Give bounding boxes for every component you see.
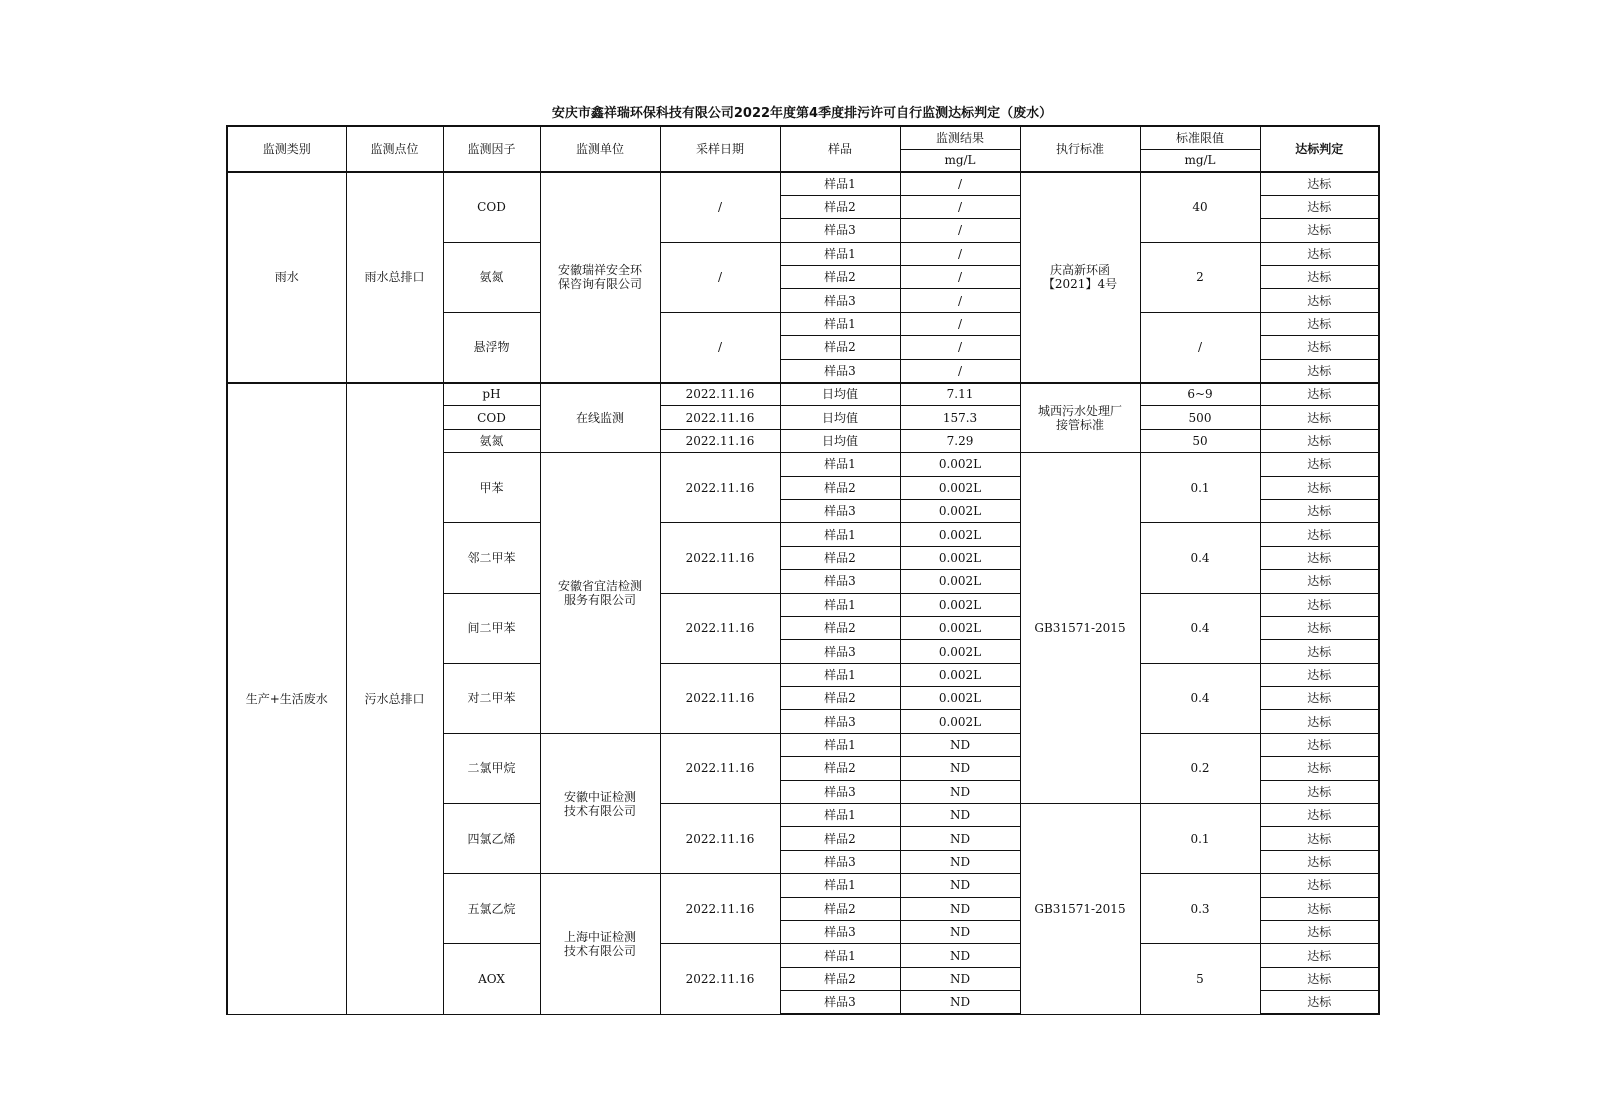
- date-cell: 2022.11.16: [660, 523, 780, 593]
- result-cell: 0.002L: [900, 663, 1020, 686]
- header-result: 监测结果: [900, 126, 1020, 149]
- date-cell: 2022.11.16: [660, 429, 780, 452]
- factor-cell: COD: [443, 172, 540, 242]
- judgement-cell: 达标: [1260, 242, 1379, 265]
- judgement-cell: 达标: [1260, 476, 1379, 499]
- standard-cell: 城西污水处理厂 接管标准: [1020, 383, 1140, 453]
- sample-cell: 样品1: [780, 593, 900, 616]
- limit-cell: 6~9: [1140, 383, 1260, 406]
- result-cell: 0.002L: [900, 710, 1020, 733]
- judgement-cell: 达标: [1260, 757, 1379, 780]
- header-judgement: 达标判定: [1260, 126, 1379, 172]
- sample-cell: 样品1: [780, 663, 900, 686]
- point-cell: 雨水总排口: [346, 172, 443, 383]
- result-cell: 0.002L: [900, 687, 1020, 710]
- result-cell: 7.11: [900, 383, 1020, 406]
- standard-cell: GB31571-2015: [1020, 804, 1140, 1015]
- judgement-cell: 达标: [1260, 780, 1379, 803]
- date-cell: 2022.11.16: [660, 804, 780, 874]
- judgement-cell: 达标: [1260, 967, 1379, 990]
- result-cell: /: [900, 336, 1020, 359]
- result-cell: /: [900, 242, 1020, 265]
- limit-cell: 0.1: [1140, 453, 1260, 523]
- judgement-cell: 达标: [1260, 710, 1379, 733]
- limit-cell: 500: [1140, 406, 1260, 429]
- sample-cell: 样品2: [780, 827, 900, 850]
- limit-cell: 0.3: [1140, 874, 1260, 944]
- point-cell: 污水总排口: [346, 383, 443, 1015]
- judgement-cell: 达标: [1260, 359, 1379, 382]
- factor-cell: 五氯乙烷: [443, 874, 540, 944]
- judgement-cell: 达标: [1260, 289, 1379, 312]
- sample-cell: 样品1: [780, 242, 900, 265]
- header-sample: 样品: [780, 126, 900, 172]
- judgement-cell: 达标: [1260, 546, 1379, 569]
- limit-cell: 2: [1140, 242, 1260, 312]
- standard-cell: 庆高新环函 【2021】4号: [1020, 172, 1140, 383]
- limit-cell: 0.4: [1140, 663, 1260, 733]
- result-cell: 0.002L: [900, 570, 1020, 593]
- sample-cell: 样品1: [780, 312, 900, 335]
- sample-cell: 样品3: [780, 289, 900, 312]
- date-cell: 2022.11.16: [660, 944, 780, 1014]
- table-row: [227, 172, 1379, 195]
- header-row: [227, 126, 1379, 149]
- result-cell: /: [900, 219, 1020, 242]
- result-cell: 0.002L: [900, 523, 1020, 546]
- judgement-cell: 达标: [1260, 991, 1379, 1014]
- limit-cell: 5: [1140, 944, 1260, 1014]
- sample-cell: 样品2: [780, 616, 900, 639]
- judgement-cell: 达标: [1260, 593, 1379, 616]
- result-cell: ND: [900, 991, 1020, 1014]
- result-cell: ND: [900, 944, 1020, 967]
- unit-cell: 上海中证检测 技术有限公司: [540, 874, 660, 1014]
- sample-cell: 样品3: [780, 921, 900, 944]
- sample-cell: 样品3: [780, 219, 900, 242]
- header-limit: 标准限值: [1140, 126, 1260, 149]
- sample-cell: 样品3: [780, 359, 900, 382]
- judgement-cell: 达标: [1260, 523, 1379, 546]
- date-cell: 2022.11.16: [660, 593, 780, 663]
- result-cell: /: [900, 195, 1020, 218]
- result-cell: ND: [900, 827, 1020, 850]
- sample-cell: 样品3: [780, 710, 900, 733]
- result-cell: 0.002L: [900, 453, 1020, 476]
- limit-cell: 0.4: [1140, 593, 1260, 663]
- header-standard: 执行标准: [1020, 126, 1140, 172]
- judgement-cell: 达标: [1260, 640, 1379, 663]
- result-cell: ND: [900, 967, 1020, 990]
- date-cell: 2022.11.16: [660, 663, 780, 733]
- factor-cell: 四氯乙烯: [443, 804, 540, 874]
- header-category: 监测类别: [227, 126, 346, 172]
- result-cell: ND: [900, 780, 1020, 803]
- judgement-cell: 达标: [1260, 850, 1379, 873]
- judgement-cell: 达标: [1260, 429, 1379, 452]
- sample-cell: 样品1: [780, 804, 900, 827]
- result-cell: ND: [900, 757, 1020, 780]
- header-point: 监测点位: [346, 126, 443, 172]
- result-cell: /: [900, 266, 1020, 289]
- limit-cell: 50: [1140, 429, 1260, 452]
- result-cell: 0.002L: [900, 546, 1020, 569]
- judgement-cell: 达标: [1260, 266, 1379, 289]
- unit-cell: 在线监测: [540, 383, 660, 453]
- sample-cell: 样品2: [780, 195, 900, 218]
- compliance-table: [226, 125, 1380, 1015]
- sample-cell: 样品2: [780, 757, 900, 780]
- sample-cell: 样品1: [780, 523, 900, 546]
- judgement-cell: 达标: [1260, 406, 1379, 429]
- sample-cell: 日均值: [780, 383, 900, 406]
- header-result-unit: mg/L: [900, 149, 1020, 172]
- limit-cell: /: [1140, 312, 1260, 382]
- header-factor: 监测因子: [443, 126, 540, 172]
- sample-cell: 样品2: [780, 336, 900, 359]
- sample-cell: 样品3: [780, 991, 900, 1014]
- sample-cell: 样品3: [780, 499, 900, 522]
- result-cell: 0.002L: [900, 640, 1020, 663]
- judgement-cell: 达标: [1260, 804, 1379, 827]
- result-cell: ND: [900, 850, 1020, 873]
- judgement-cell: 达标: [1260, 219, 1379, 242]
- date-cell: 2022.11.16: [660, 383, 780, 406]
- judgement-cell: 达标: [1260, 616, 1379, 639]
- sample-cell: 样品2: [780, 476, 900, 499]
- result-cell: /: [900, 359, 1020, 382]
- sample-cell: 样品2: [780, 266, 900, 289]
- result-cell: ND: [900, 733, 1020, 756]
- judgement-cell: 达标: [1260, 570, 1379, 593]
- unit-cell: 安徽中证检测 技术有限公司: [540, 733, 660, 873]
- judgement-cell: 达标: [1260, 383, 1379, 406]
- sample-cell: 样品1: [780, 874, 900, 897]
- document-title: 安庆市鑫祥瑞环保科技有限公司2022年度第4季度排污许可自行监测达标判定（废水）: [551, 106, 1053, 121]
- sample-cell: 样品2: [780, 897, 900, 920]
- sample-cell: 样品2: [780, 967, 900, 990]
- category-cell: 雨水: [227, 172, 346, 383]
- date-cell: 2022.11.16: [660, 453, 780, 523]
- table-row: [227, 383, 1379, 406]
- sample-cell: 样品2: [780, 546, 900, 569]
- date-cell: /: [660, 312, 780, 382]
- sample-cell: 样品1: [780, 944, 900, 967]
- sample-cell: 样品3: [780, 640, 900, 663]
- result-cell: 0.002L: [900, 593, 1020, 616]
- date-cell: /: [660, 242, 780, 312]
- table-body: [227, 172, 1379, 1014]
- judgement-cell: 达标: [1260, 453, 1379, 476]
- limit-cell: 0.4: [1140, 523, 1260, 593]
- sample-cell: 样品1: [780, 453, 900, 476]
- limit-cell: 0.2: [1140, 733, 1260, 803]
- result-cell: 157.3: [900, 406, 1020, 429]
- result-cell: /: [900, 312, 1020, 335]
- result-cell: ND: [900, 921, 1020, 944]
- factor-cell: 氨氮: [443, 242, 540, 312]
- factor-cell: 对二甲苯: [443, 663, 540, 733]
- judgement-cell: 达标: [1260, 663, 1379, 686]
- unit-cell: 安徽省宜洁检测 服务有限公司: [540, 453, 660, 734]
- factor-cell: pH: [443, 383, 540, 406]
- standard-cell: GB31571-2015: [1020, 453, 1140, 804]
- result-cell: 0.002L: [900, 499, 1020, 522]
- sample-cell: 样品3: [780, 850, 900, 873]
- factor-cell: 悬浮物: [443, 312, 540, 382]
- sample-cell: 样品2: [780, 687, 900, 710]
- limit-cell: 40: [1140, 172, 1260, 242]
- judgement-cell: 达标: [1260, 172, 1379, 195]
- result-cell: 0.002L: [900, 476, 1020, 499]
- sample-cell: 日均值: [780, 406, 900, 429]
- header-date: 采样日期: [660, 126, 780, 172]
- result-cell: 0.002L: [900, 616, 1020, 639]
- judgement-cell: 达标: [1260, 312, 1379, 335]
- factor-cell: 甲苯: [443, 453, 540, 523]
- judgement-cell: 达标: [1260, 874, 1379, 897]
- judgement-cell: 达标: [1260, 336, 1379, 359]
- judgement-cell: 达标: [1260, 944, 1379, 967]
- factor-cell: COD: [443, 406, 540, 429]
- factor-cell: 间二甲苯: [443, 593, 540, 663]
- limit-cell: 0.1: [1140, 804, 1260, 874]
- judgement-cell: 达标: [1260, 733, 1379, 756]
- date-cell: 2022.11.16: [660, 406, 780, 429]
- result-cell: /: [900, 172, 1020, 195]
- judgement-cell: 达标: [1260, 195, 1379, 218]
- judgement-cell: 达标: [1260, 499, 1379, 522]
- judgement-cell: 达标: [1260, 687, 1379, 710]
- sample-cell: 样品3: [780, 570, 900, 593]
- sample-cell: 样品3: [780, 780, 900, 803]
- date-cell: 2022.11.16: [660, 874, 780, 944]
- header-limit-unit: mg/L: [1140, 149, 1260, 172]
- result-cell: ND: [900, 874, 1020, 897]
- header-unit: 监测单位: [540, 126, 660, 172]
- judgement-cell: 达标: [1260, 921, 1379, 944]
- factor-cell: 二氯甲烷: [443, 733, 540, 803]
- factor-cell: AOX: [443, 944, 540, 1014]
- sample-cell: 样品1: [780, 733, 900, 756]
- result-cell: /: [900, 289, 1020, 312]
- factor-cell: 氨氮: [443, 429, 540, 452]
- category-cell: 生产+生活废水: [227, 383, 346, 1015]
- unit-cell: 安徽瑞祥安全环 保咨询有限公司: [540, 172, 660, 383]
- date-cell: 2022.11.16: [660, 733, 780, 803]
- sample-cell: 样品1: [780, 172, 900, 195]
- result-cell: ND: [900, 897, 1020, 920]
- factor-cell: 邻二甲苯: [443, 523, 540, 593]
- result-cell: ND: [900, 804, 1020, 827]
- judgement-cell: 达标: [1260, 827, 1379, 850]
- judgement-cell: 达标: [1260, 897, 1379, 920]
- result-cell: 7.29: [900, 429, 1020, 452]
- date-cell: /: [660, 172, 780, 242]
- sample-cell: 日均值: [780, 429, 900, 452]
